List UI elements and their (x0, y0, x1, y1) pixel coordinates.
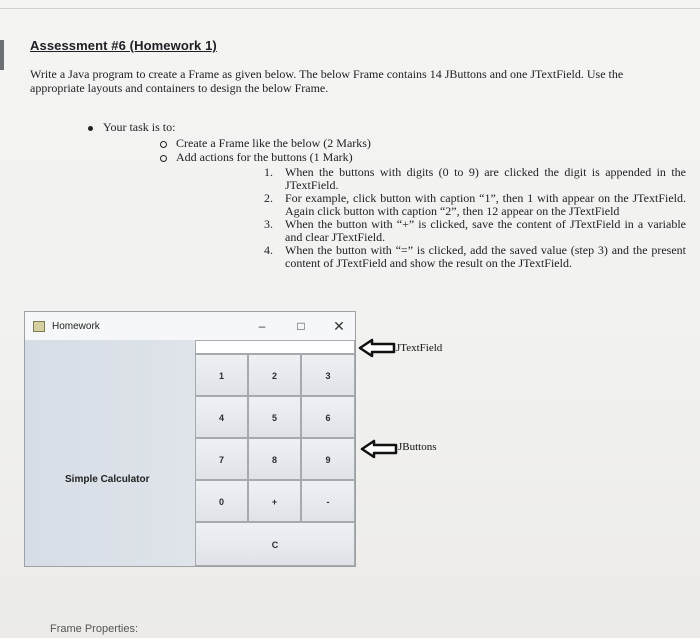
key-8: 8 (248, 438, 301, 480)
key-2: 2 (248, 354, 301, 396)
buttons-arrow-icon (360, 439, 400, 459)
task-bullet (88, 120, 175, 135)
key-7: 7 (195, 438, 248, 480)
task-heading: Your task is to: (103, 120, 176, 134)
subtask-item (160, 150, 353, 165)
left-margin-mark (0, 40, 4, 70)
step-number: 4. (264, 243, 273, 257)
step-number: 3. (264, 217, 273, 231)
step-item (264, 192, 686, 217)
label-panel (25, 340, 195, 566)
key-0: 0 (195, 480, 248, 522)
maximize-icon: □ (297, 319, 305, 333)
intro-paragraph: Write a Java program to create a Frame as given below. The below Frame contains 14 JButtons and one JTextField. Use the appropriate layouts and containers to design the below Frame. (30, 67, 624, 95)
close-icon: ✕ (333, 318, 345, 334)
subtask-text: Create a Frame like the below (2 Marks) (176, 136, 371, 150)
bullet-dot-icon (88, 126, 93, 131)
key-3: 3 (301, 354, 355, 396)
circle-bullet-icon (160, 141, 167, 148)
key-6: 6 (301, 396, 355, 438)
key-plus: + (248, 480, 301, 522)
key-4: 4 (195, 396, 248, 438)
steps-list (264, 166, 686, 270)
step-text: For example, click button with caption “1”, then 1 with appear on the JTextField. Again click button with caption “2”, then 12 appear on the JTextField (285, 191, 686, 218)
key-1: 1 (195, 354, 248, 396)
key-5: 5 (248, 396, 301, 438)
subtask-item (160, 136, 371, 151)
step-text: When the buttons with digits (0 to 9) are clicked the digit is appended in the JTextField. (285, 165, 686, 192)
calculator-textfield (195, 340, 355, 354)
step-text: When the button with “=” is clicked, add the saved value (step 3) and the present content of JTextField and show the result on the JTextField. (285, 243, 686, 270)
button-grid (195, 354, 355, 566)
page-top-rule (0, 8, 700, 9)
step-number: 1. (264, 165, 273, 179)
key-9: 9 (301, 438, 355, 480)
frame-titlebar (25, 312, 355, 340)
step-item (264, 166, 686, 191)
frame-properties-heading: Frame Properties: (50, 623, 139, 635)
jbuttons-annotation: JButtons (398, 441, 437, 453)
circle-bullet-icon (160, 155, 167, 162)
step-item (264, 244, 686, 269)
minimize-icon: – (258, 319, 266, 333)
jtextfield-annotation: JTextField (396, 342, 443, 354)
simple-calculator-label: Simple Calculator (65, 474, 150, 485)
frame-title: Homework (52, 321, 100, 332)
subtask-text: Add actions for the buttons (1 Mark) (176, 150, 353, 164)
java-frame-screenshot (24, 311, 356, 567)
step-text: When the button with “+” is clicked, save the content of JTextField in a variable and clear JTextField. (285, 217, 686, 244)
java-app-icon (33, 321, 45, 332)
step-item (264, 218, 686, 243)
document-title: Assessment #6 (Homework 1) (30, 38, 217, 53)
step-number: 2. (264, 191, 273, 205)
key-minus: - (301, 480, 355, 522)
textfield-arrow-icon (358, 338, 398, 358)
key-clear: C (195, 522, 355, 566)
